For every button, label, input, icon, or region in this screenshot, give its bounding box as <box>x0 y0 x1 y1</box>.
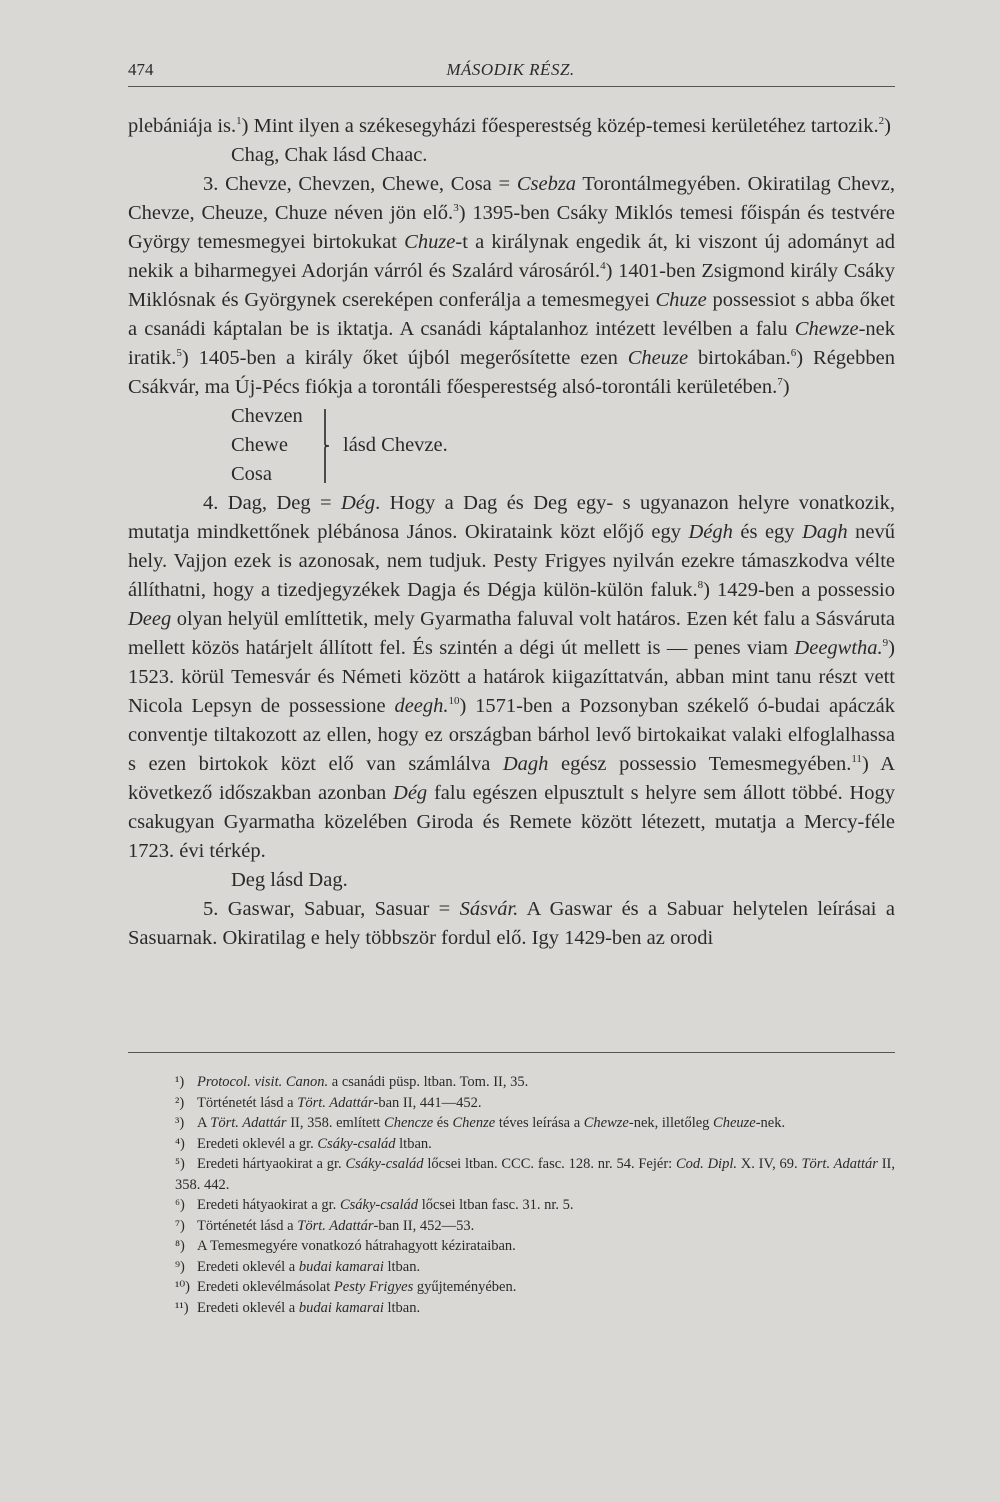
footnote: ⁹) Eredeti oklevél a budai kamarai ltban. <box>175 1258 421 1275</box>
footnote: ⁶) Eredeti hátyaokirat a gr. Csáky-család lőcsei ltban fasc. 31. nr. 5. <box>175 1197 574 1213</box>
footnote: ¹⁰) Eredeti oklevélmásolat Pesty Frigyes gyűjteményében. <box>175 1279 517 1295</box>
entry-gaswar: 5. Gaswar, Sabuar, Sasuar = Sásvár. A Gaswar és a Sabuar helytelen leírásai a Sasuarnak. Okiratilag e hely többször fordul elő. Igy 1429-ben az orodi <box>128 898 895 949</box>
footnote: ⁸) A Temesmegyére vonatkozó hátrahagyott kézirataiban. <box>175 1238 516 1254</box>
footnote: ¹¹) Eredeti oklevél a budai kamarai ltban. <box>175 1299 421 1316</box>
brace-icon <box>323 408 331 484</box>
body-text <box>128 112 895 953</box>
entry-dag: 4. Dag, Deg = Dég. Hogy a Dag és Deg egy- s ugyanazon helyre vonatkozik, mutatja mindkettőnek plébánosa János. Okirataink közt előjő egy Dégh és egy Dagh nevű hely. Vajjon ezek is azonosak, nem tudjuk. Pesty Frigyes nyilván ezekre támaszkodva vélte állíthatni, hogy a tizedjegyzékek Dagja és Dégja külön-külön faluk.$^8$) 1429-ben a possessio Deeg olyan helyül említtetik, mely Gyarmatha faluval volt határos. Ezen két falu a Sásváruta mellett közös határjelt állított fel. És szintén a dégi út mellett is — penes viam Deegwtha.$^9$) 1523. körül Temesvár és Németi között a határok kiigazíttatván, abban mint tanu részt vett Nicola Lepsyn de possessione deegh.$^{10}$) 1571-ben a Pozsonyban székelő ó-budai apáczák conventje tiltakozott az ellen, hogy ez országban bárhol levő birtokaikat valaki elfoglalhassa s ezen birtokok közt elő van számlálva Dagh egész possessio Temesmegyében.$^{11}$) A következő időszakban azonban Dég falu egészen elpusztult s helyre sem állott többé. Hogy csakugyan Gyarmatha közelében Giroda és Remete között létezett, mutatja a Mercy-féle 1723. évi térkép. <box>128 492 896 862</box>
footnote: ³) A Tört. Adattár II, 358. említett Chencze és Chenze téves leírása a Chewze-nek, illetőleg Cheuze-nek. <box>175 1115 786 1131</box>
entry-chevze: 3. Chevze, Chevzen, Chewe, Cosa = Csebza Torontálmegyében. Okiratilag Chevz, Chevze, Cheuze, Chuze néven jön elő.$^3$) 1395-ben Csáky Miklós temesi főispán és testvére György temesmegyei birtokukat Chuze-t a királynak engedik át, ki viszont új adományt ad nekik a biharmegyei Adorján várról és Szalárd városáról.$^4$) 1401-ben Zsigmond király Csáky Miklósnak és Györgynek csereképen conferálja a temesmegyei Chuze possessiot s abba őket a csanádi káptalan be is iktatja. A csanádi káptalanhoz intézett levélben a falu Chewze-nek iratik.$^5$) 1405-ben a király őket újból megerősítette ezen Cheuze birtokában.$^6$) Régebben Csákvár, ma Új-Pécs fiókja a torontáli főesperestség alsó-torontáli kerületében.$^7$) <box>128 173 896 398</box>
bracket-name: Chewe <box>231 434 288 456</box>
footnote: ¹) Protocol. visit. Canon. a csanádi püsp. ltban. Tom. II, 35. <box>175 1074 529 1090</box>
footnote: ⁴) Eredeti oklevél a gr. Csáky-család ltban. <box>175 1135 432 1152</box>
page-number: 474 <box>128 60 154 79</box>
footnote: ²) Történetét lásd a Tört. Adattár-ban II, 441—452. <box>175 1094 482 1111</box>
cross-reference-bracket <box>231 402 895 489</box>
footnotes <box>128 1072 895 1318</box>
footnote-rule <box>128 1052 895 1053</box>
bracket-see-text: lásd Chevze. <box>343 434 448 456</box>
running-title: MÁSODIK RÉSZ. <box>446 60 575 79</box>
entry-chag: Chag, Chak lásd Chaac. <box>231 144 428 166</box>
footnote: ⁵) Eredeti hártyaokirat a gr. Csáky-család lőcsei ltban. CCC. fasc. 128. nr. 54. Fejér: Cod. Dipl. X. IV, 69. Tört. Adattár II, 358. 442. <box>175 1156 895 1193</box>
running-head <box>128 60 893 88</box>
header-rule <box>128 86 895 87</box>
entry-deg: Deg lásd Dag. <box>231 869 348 891</box>
bracket-name: Cosa <box>231 463 272 485</box>
paragraph-intro: plebániája is.$^1$) Mint ilyen a székesegyházi főesperestség közép-temesi kerületéhez tartozik.$^2$) <box>128 115 891 137</box>
bracket-name: Chevzen <box>231 405 303 427</box>
footnote: ⁷) Történetét lásd a Tört. Adattár-ban II, 452—53. <box>175 1217 475 1234</box>
